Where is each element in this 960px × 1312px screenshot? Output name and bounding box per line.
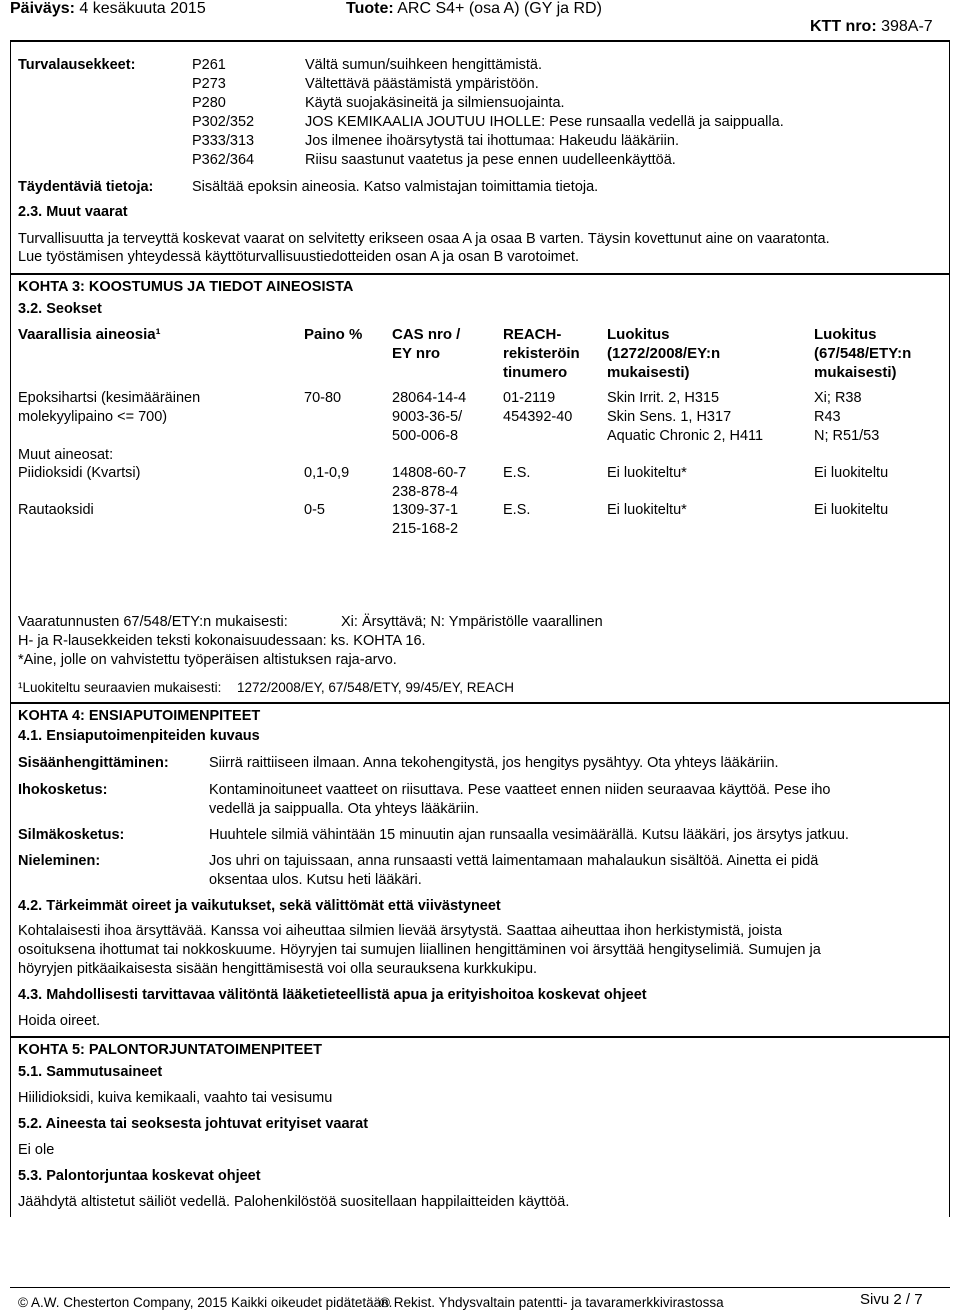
row1-reach-1: 01-2119 (503, 390, 556, 406)
product-value: ARC S4+ (osa A) (GY ja RD) (397, 0, 602, 17)
section5-title: KOHTA 5: PALONTORJUNTATOIMENPITEET (18, 1042, 322, 1058)
col-dsd-header-2: (67/548/ETY:n (814, 345, 912, 362)
section4-sub1: 4.1. Ensiaputoimenpiteiden kuvaus (18, 728, 260, 744)
col-clp-header-1: Luokitus (607, 326, 670, 343)
row1-reach-2: 454392-40 (503, 409, 573, 425)
col-name-header: Vaarallisia aineosia¹ (18, 326, 161, 343)
row1-clp-1: Skin Irrit. 2, H315 (607, 390, 720, 406)
footer-copyright: © A.W. Chesterton Company, 2015 Kaikki oikeudet pidätetään. (18, 1295, 393, 1310)
note-4b: 1272/2008/EY, 67/548/ETY, 99/45/EY, REACH (237, 680, 514, 695)
p-code-5: P333/313 (192, 133, 255, 149)
row1-name-1: Epoksihartsi (kesimääräinen (18, 390, 201, 406)
col-cas-header-2: EY nro (392, 345, 441, 362)
row1-weight: 70-80 (304, 390, 342, 406)
row1-dsd-1: Xi; R38 (814, 390, 862, 406)
col-cas-header-1: CAS nro / (392, 326, 461, 343)
note-1b: Xi: Ärsyttävä; N: Ympäristölle vaarallinen (341, 614, 603, 630)
section5-sub2: 5.2. Aineesta tai seoksesta johtuvat erityiset vaarat (18, 1116, 369, 1132)
row2-reach: E.S. (503, 465, 531, 481)
note-1a: Vaaratunnusten 67/548/ETY:n mukaisesti: (18, 614, 288, 630)
col-clp-header-3: mukaisesti) (607, 364, 690, 381)
symptoms-3: höyryjen pitkäaikaisesta sisään hengittämisestä voi olla seurauksena kurkkukipu. (18, 961, 538, 977)
right-margin-rule (949, 42, 950, 1217)
col-dsd-header-3: mukaisesti) (814, 364, 897, 381)
section5-sub3: 5.3. Palontorjuntaa koskevat ohjeet (18, 1168, 261, 1184)
left-margin-rule (10, 42, 11, 1217)
section4-sub3: 4.3. Mahdollisesti tarvittavaa välitöntä lääketieteellistä apua ja erityishoitoa koskevat ohjeet (18, 987, 647, 1003)
date-value: 4 kesäkuuta 2015 (79, 0, 206, 17)
p-text-1: Vältä sumun/suihkeen hengittämistä. (305, 57, 542, 73)
row3-cas-2: 215-168-2 (392, 521, 459, 537)
inhalation-text: Siirrä raittiiseen ilmaan. Anna tekohengitystä, jos hengitys pysähtyy. Ota yhteys lääkäriin. (209, 755, 779, 771)
row1-dsd-3: N; R51/53 (814, 428, 880, 444)
section5-rule (10, 1036, 950, 1038)
row3-name: Rautaoksidi (18, 502, 94, 518)
section4-title: KOHTA 4: ENSIAPUTOIMENPITEET (18, 708, 261, 724)
row1-dsd-2: R43 (814, 409, 841, 425)
product-label: Tuote: (346, 0, 394, 17)
col-clp-header-2: (1272/2008/EY:n (607, 345, 721, 362)
p-text-2: Vältettävä päästämistä ympäristöön. (305, 76, 539, 92)
header-product (346, 0, 602, 18)
symptoms-2: osoituksena ihottumat tai nokkoskuume. Höyryjen tai sumujen liiallinen hengittäminen voi ärsyttää hengityselimiä. Sumujen ja (18, 942, 821, 958)
skin-text-2: vedellä ja saippualla. Ota yhteys lääkäriin. (209, 801, 480, 817)
row1-cas-2: 9003-36-5/ (392, 409, 463, 425)
row2-clp: Ei luokiteltu* (607, 465, 687, 481)
col-reach-header-1: REACH- (503, 326, 562, 343)
note-4a: ¹Luokiteltu seuraavien mukaisesti: (18, 680, 222, 695)
supp-text: Sisältää epoksin aineosia. Katso valmistajan toimittamia tietoja. (192, 179, 599, 195)
footer-trademark: ® Rekist. Yhdysvaltain patentti- ja tavaramerkkivirastossa (380, 1295, 724, 1310)
eye-text: Huuhtele silmiä vähintään 15 minuutin ajan runsaalla vesimäärällä. Kutsu lääkäri, jos ärsytys jatkuu. (209, 827, 849, 843)
row2-cas-1: 14808-60-7 (392, 465, 467, 481)
section4-sub2: 4.2. Tärkeimmät oireet ja vaikutukset, sekä välittömät että viivästyneet (18, 898, 501, 914)
row3-reach: E.S. (503, 502, 531, 518)
section5-sub1: 5.1. Sammutusaineet (18, 1064, 163, 1080)
other-hazards-heading: 2.3. Muut vaarat (18, 204, 128, 220)
ktt-label: KTT nro: (810, 18, 877, 35)
safety-label: Turvalausekkeet: (18, 57, 136, 73)
p-code-3: P280 (192, 95, 226, 111)
treatment-text: Hoida oireet. (18, 1013, 101, 1029)
col-dsd-header-1: Luokitus (814, 326, 877, 343)
section5-text3: Jäähdytä altistetut säiliöt vedellä. Palohenkilöstöä suositellaan happilaitteiden käyttöä. (18, 1194, 570, 1210)
note-2: H- ja R-lausekkeiden teksti kokonaisuudessaan: ks. KOHTA 16. (18, 633, 426, 649)
p-text-3: Käytä suojakäsineitä ja silmiensuojainta. (305, 95, 565, 111)
row1-cas-1: 28064-14-4 (392, 390, 467, 406)
row2-weight: 0,1-0,9 (304, 465, 350, 481)
footer-rule (10, 1287, 950, 1288)
row3-weight: 0-5 (304, 502, 325, 518)
inhalation-label: Sisäänhengittäminen: (18, 755, 169, 771)
section4-rule (10, 702, 950, 704)
symptoms-1: Kohtalaisesti ihoa ärsyttävää. Kanssa voi aiheuttaa silmien lievää ärsytystä. Saattaa aiheuttaa ihon herkistymistä, joista (18, 923, 783, 939)
p-text-4: JOS KEMIKAALIA JOUTUU IHOLLE: Pese runsaalla vedellä ja saippualla. (305, 114, 784, 130)
section3-title: KOHTA 3: KOOSTUMUS JA TIEDOT AINEOSISTA (18, 279, 354, 295)
row2-dsd: Ei luokiteltu (814, 465, 889, 481)
col-reach-header-3: tinumero (503, 364, 568, 381)
p-code-6: P362/364 (192, 152, 255, 168)
p-text-6: Riisu saastunut vaatetus ja pese ennen uudelleenkäyttöä. (305, 152, 676, 168)
section3-rule (10, 273, 950, 275)
ingestion-text-1: Jos uhri on tajuissaan, anna runsaasti vettä laimentamaan mahalaukun sisältöä. Ainetta ei pidä (209, 853, 819, 869)
p-text-5: Jos ilmenee ihoärsytystä tai ihottumaa: Hakeudu lääkäriin. (305, 133, 679, 149)
p-code-2: P273 (192, 76, 226, 92)
row3-dsd: Ei luokiteltu (814, 502, 889, 518)
header-ktt (810, 18, 933, 36)
header-date (10, 0, 206, 18)
footer-page: Sivu 2 / 7 (860, 1291, 923, 1308)
eye-label: Silmäkosketus: (18, 827, 125, 843)
other-hazards-line1: Turvallisuutta ja terveyttä koskevat vaarat on selvitetty erikseen osaa A ja osaa B varten. Täysin kovettunut aine on vaaratonta. (18, 231, 830, 247)
ingestion-label: Nieleminen: (18, 853, 101, 869)
col-reach-header-2: rekisteröin (503, 345, 580, 362)
skin-text-1: Kontaminoituneet vaatteet on riisuttava. Pese vaatteet ennen niiden seuraavaa käyttöä. Pese iho (209, 782, 831, 798)
other-ingredients-label: Muut aineosat: (18, 447, 114, 463)
row1-cas-3: 500-006-8 (392, 428, 459, 444)
header-rule (10, 40, 950, 42)
p-code-1: P261 (192, 57, 226, 73)
row3-clp: Ei luokiteltu* (607, 502, 687, 518)
row3-cas-1: 1309-37-1 (392, 502, 459, 518)
skin-label: Ihokosketus: (18, 782, 108, 798)
row2-name: Piidioksidi (Kvartsi) (18, 465, 141, 481)
col-weight-header: Paino % (304, 326, 363, 343)
section5-text2: Ei ole (18, 1142, 55, 1158)
row1-clp-2: Skin Sens. 1, H317 (607, 409, 732, 425)
supp-label: Täydentäviä tietoja: (18, 179, 154, 195)
date-label: Päiväys: (10, 0, 75, 17)
row2-cas-2: 238-878-4 (392, 484, 459, 500)
note-3: *Aine, jolle on vahvistettu työperäisen altistuksen raja-arvo. (18, 652, 397, 668)
row1-clp-3: Aquatic Chronic 2, H411 (607, 428, 764, 444)
ktt-value: 398A-7 (881, 18, 933, 35)
ingestion-text-2: oksentaa ulos. Kutsu heti lääkäri. (209, 872, 422, 888)
section3-sub: 3.2. Seokset (18, 301, 102, 317)
section5-text1: Hiilidioksidi, kuiva kemikaali, vaahto tai vesisumu (18, 1090, 333, 1106)
p-code-4: P302/352 (192, 114, 255, 130)
row1-name-2: molekyylipaino <= 700) (18, 409, 168, 425)
other-hazards-line2: Lue työstämisen yhteydessä käyttöturvallisuustiedotteiden osan A ja osan B varotoimet. (18, 249, 579, 265)
